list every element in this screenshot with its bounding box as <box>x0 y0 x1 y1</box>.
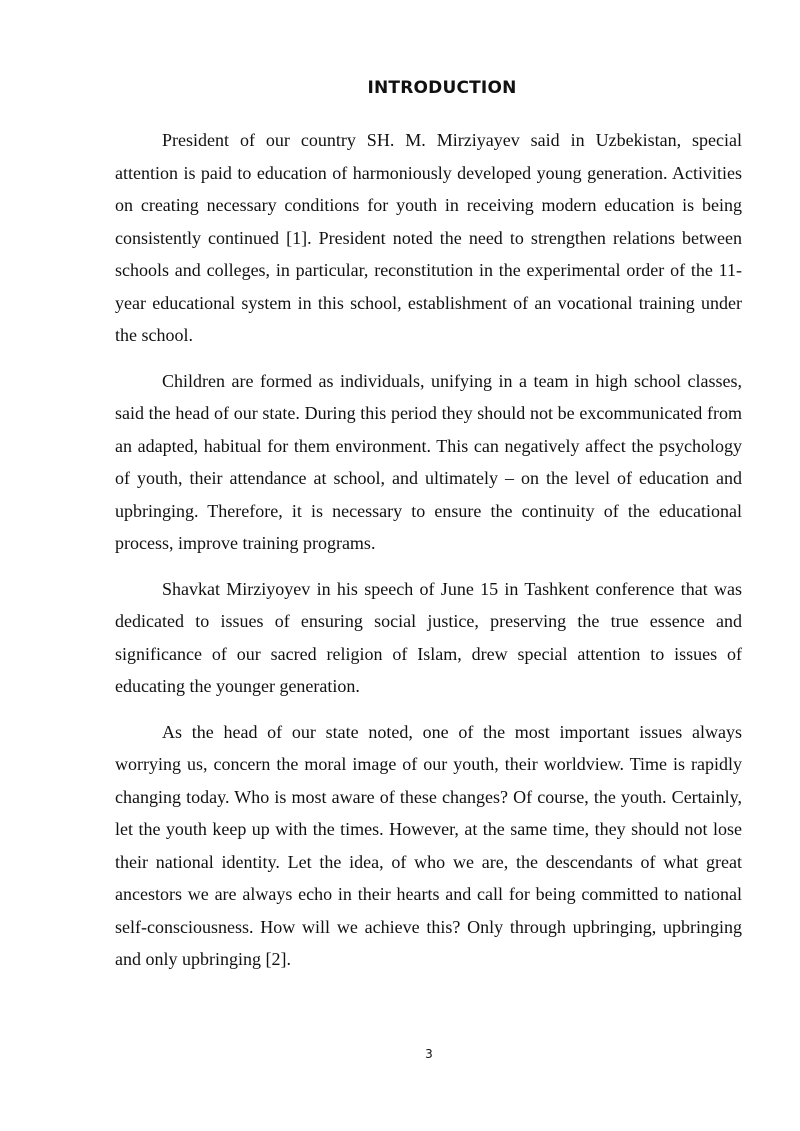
body-text <box>115 124 742 989</box>
paragraph-2: Children are formed as individuals, unifying in a team in high school classes, said the head of our state. During this period they should not be excommunicated from an adapted, habitual for them environment. This can negatively affect the psychology of youth, their attendance at school, and ultimately – on the level of education and upbringing. Therefore, it is necessary to ensure the continuity of the educational process, improve training programs. <box>115 370 742 553</box>
page-title: INTRODUCTION <box>367 78 517 98</box>
paragraph-1: President of our country SH. M. Mirziyayev said in Uzbekistan, special attention is paid to education of harmoniously developed young generation. Activities on creating necessary conditions for youth in receiving modern education is being consistently continued [1]. President noted the need to strengthen relations between schools and colleges, in particular, reconstitution in the experimental order of the 11-year educational system in this school, establishment of an vocational training under the school. <box>115 130 742 345</box>
paragraph-3: Shavkat Mirziyoyev in his speech of June 15 in Tashkent conference that was dedicated to issues of ensuring social justice, preserving the true essence and significance of our sacred religion of Islam, drew special attention to issues of educating the younger generation. <box>115 578 742 696</box>
page-number: 3 <box>425 1047 433 1061</box>
paragraph-4: As the head of our state noted, one of the most important issues always worrying us, concern the moral image of our youth, their worldview. Time is rapidly changing today. Who is most aware of these changes? Of course, the youth. Certainly, let the youth keep up with the times. However, at the same time, they should not lose their national identity. Let the idea, of who we are, the descendants of what great ancestors we are always echo in their hearts and call for being committed to national self-consciousness. How will we achieve this? Only through upbringing, upbringing and only upbringing [2]. <box>115 721 742 969</box>
